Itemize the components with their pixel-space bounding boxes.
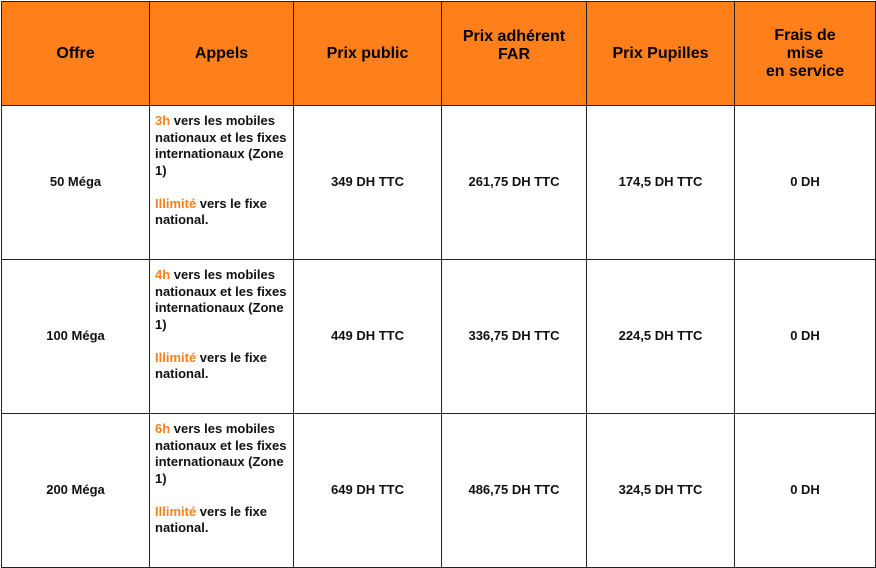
prix-pupilles-value: 224,5 DH TTC	[618, 328, 703, 344]
cell-appels	[150, 414, 294, 568]
cell-offre	[2, 414, 150, 568]
header-offre	[2, 2, 150, 106]
prix-pupilles-value: 324,5 DH TTC	[618, 482, 703, 498]
calls-text: vers les mobiles nationaux et les fixes internationaux (Zone 1)	[155, 113, 287, 178]
prix-public-value: 449 DH TTC	[331, 328, 404, 344]
header-frais-line1: Frais de	[774, 26, 836, 44]
prix-adherent-value: 261,75 DH TTC	[468, 174, 560, 190]
header-prix-public-label: Prix public	[326, 44, 409, 62]
calls-text: vers les mobiles nationaux et les fixes internationaux (Zone 1)	[155, 421, 287, 486]
offers-table	[1, 1, 876, 568]
cell-offre	[2, 260, 150, 414]
header-prix-pupilles	[587, 2, 735, 106]
cell-prix-adherent	[442, 106, 587, 260]
header-prix-adherent-line2: FAR	[498, 46, 530, 63]
frais-value: 0 DH	[790, 174, 820, 190]
calls-unlimited: Illimité	[155, 349, 197, 365]
header-frais	[735, 2, 876, 106]
cell-frais	[735, 106, 876, 260]
header-prix-pupilles-label: Prix Pupilles	[612, 44, 709, 62]
calls-unlimited: Illimité	[155, 503, 197, 519]
frais-value: 0 DH	[790, 328, 820, 344]
prix-public-value: 349 DH TTC	[331, 174, 404, 190]
header-prix-public	[294, 2, 442, 106]
offre-name: 50 Méga	[49, 174, 102, 190]
table-row	[2, 106, 876, 260]
cell-frais	[735, 260, 876, 414]
header-frais-line2: mise	[786, 44, 824, 62]
cell-prix-pupilles	[587, 414, 735, 568]
cell-prix-public	[294, 106, 442, 260]
cell-prix-adherent	[442, 260, 587, 414]
header-prix-adherent-line1: Prix adhérent	[462, 28, 566, 45]
calls-text: vers les mobiles nationaux et les fixes internationaux (Zone 1)	[155, 267, 287, 332]
cell-prix-pupilles	[587, 260, 735, 414]
cell-frais	[735, 414, 876, 568]
prix-adherent-value: 486,75 DH TTC	[468, 482, 560, 498]
table-row	[2, 260, 876, 414]
calls-unlimited: Illimité	[155, 195, 197, 211]
cell-appels	[150, 106, 294, 260]
cell-prix-adherent	[442, 414, 587, 568]
calls-unlimited-text: vers le fixe national.	[155, 349, 268, 381]
table-header-row	[2, 2, 876, 106]
calls-unlimited-text: vers le fixe national.	[155, 503, 268, 535]
calls-unlimited-text: vers le fixe national.	[155, 195, 268, 227]
offre-name: 200 Méga	[46, 482, 105, 498]
prix-public-value: 649 DH TTC	[331, 482, 404, 498]
header-frais-line3: en service	[765, 62, 845, 80]
cell-prix-public	[294, 414, 442, 568]
calls-hours: 3h	[155, 113, 171, 128]
table-row	[2, 414, 876, 568]
prix-adherent-value: 336,75 DH TTC	[468, 328, 560, 344]
header-prix-adherent	[442, 2, 587, 106]
calls-hours: 6h	[155, 421, 171, 436]
prix-pupilles-value: 174,5 DH TTC	[618, 174, 703, 190]
header-offre-label: Offre	[56, 44, 95, 62]
cell-prix-pupilles	[587, 106, 735, 260]
cell-appels	[150, 260, 294, 414]
offre-name: 100 Méga	[46, 328, 105, 344]
header-appels-label: Appels	[194, 44, 249, 62]
frais-value: 0 DH	[790, 482, 820, 498]
cell-prix-public	[294, 260, 442, 414]
cell-offre	[2, 106, 150, 260]
calls-hours: 4h	[155, 267, 171, 282]
header-appels	[150, 2, 294, 106]
